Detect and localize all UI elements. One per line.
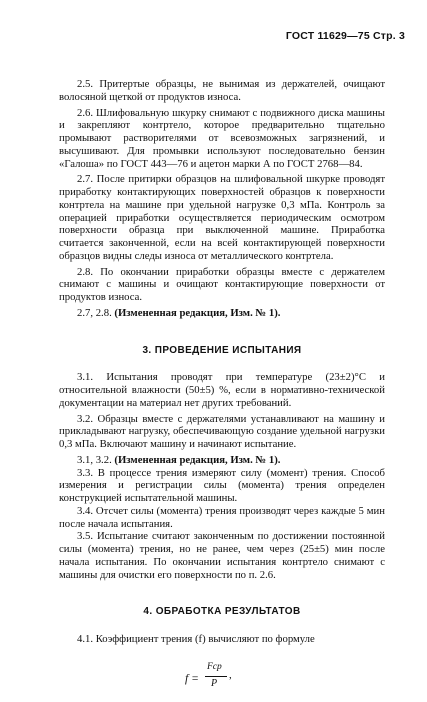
formula-numerator: Fср: [207, 661, 222, 672]
paragraph-3-2: 3.2. Образцы вместе с держателями устанавливают на машину и прикладывают нагрузку, обеспечивающую создание удельной нагрузки 0,3 мПа. Включают машину и начинают испытание.: [59, 412, 385, 450]
paragraph-2-8: 2.8. По окончании приработки образцы вместе с держателем снимают с машины и очищают контактирующие поверхности от продуктов износа.: [59, 265, 385, 303]
formula-fraction-bar: [205, 676, 227, 677]
page-header: ГОСТ 11629—75 Стр. 3: [285, 30, 405, 42]
amendment-note-1-ref: 2.7, 2.8.: [77, 306, 112, 319]
paragraph-4-1: 4.1. Коэффициент трения (f) вычисляют по формуле: [77, 633, 315, 645]
section-4-heading: 4. ОБРАБОТКА РЕЗУЛЬТАТОВ: [143, 606, 301, 618]
document-body: [59, 78, 385, 702]
amendment-note-2-ref: 3.1, 3.2.: [77, 453, 112, 466]
paragraph-2-5: 2.5. Притертые образцы, не вынимая из держателей, очищают волосяной щеткой от продуктов износа.: [59, 78, 385, 103]
section-3-heading: 3. ПРОВЕДЕНИЕ ИСПЫТАНИЯ: [142, 344, 302, 356]
paragraph-3-3: 3.3. В процессе трения измеряют силу (момент) трения. Способ измерения и регистрации силы (момента) трения определен конструкцией испытательной машины.: [59, 466, 385, 504]
paragraph-3-1: 3.1. Испытания проводят при температуре (23±2)°С и относительной влажности (50±5) %, если в нормативно-технической документации на материал нет других требований.: [59, 371, 385, 409]
amendment-note-1-text: (Измененная редакция, Изм. № 1).: [114, 306, 281, 319]
paragraph-2-7: 2.7. После притирки образцов на шлифовальной шкурке проводят приработку контактирующих поверхностей образцов к поверхности контртела на машине при удельной нагрузке 0,3 мПа. Контроль за операцией приработки осуществляется периодическим осмотром поверхности образца при выключенной машине. Приработка считается законченной, если на всей контактирующей поверхности образцов видны следы износа от металлического контртела.: [59, 173, 385, 262]
amendment-note-1: [59, 307, 385, 320]
amendment-note-2: [59, 454, 385, 467]
amendment-note-2-text: (Измененная редакция, Изм. № 1).: [114, 453, 281, 466]
formula-comma: ,: [229, 668, 232, 681]
formula-denominator: P: [211, 677, 218, 689]
friction-formula: [59, 656, 385, 702]
paragraph-3-4: 3.4. Отсчет силы (момента) трения производят через каждые 5 мин после начала испытания.: [59, 504, 385, 530]
paragraph-2-6: 2.6. Шлифовальную шкурку снимают с подвижного диска машины и закрепляют контртело, которое предварительно тщательно промывают растворителями от всевозможных загрязнений, и высушивают. Для промывки используют последовательно бензин «Галоша» по ГОСТ 443—76 и ацетон марки А по ГОСТ 2768—84.: [59, 106, 385, 170]
paragraph-3-5: 3.5. Испытание считают законченным по достижении постоянной силы (момента) трения, но не ранее, чем через (25±5) мин после начала испытания. По окончании испытания контртело снимают с машины для очистки его поверхности по п. 2.6.: [59, 530, 385, 581]
formula-lhs: f =: [185, 672, 199, 685]
